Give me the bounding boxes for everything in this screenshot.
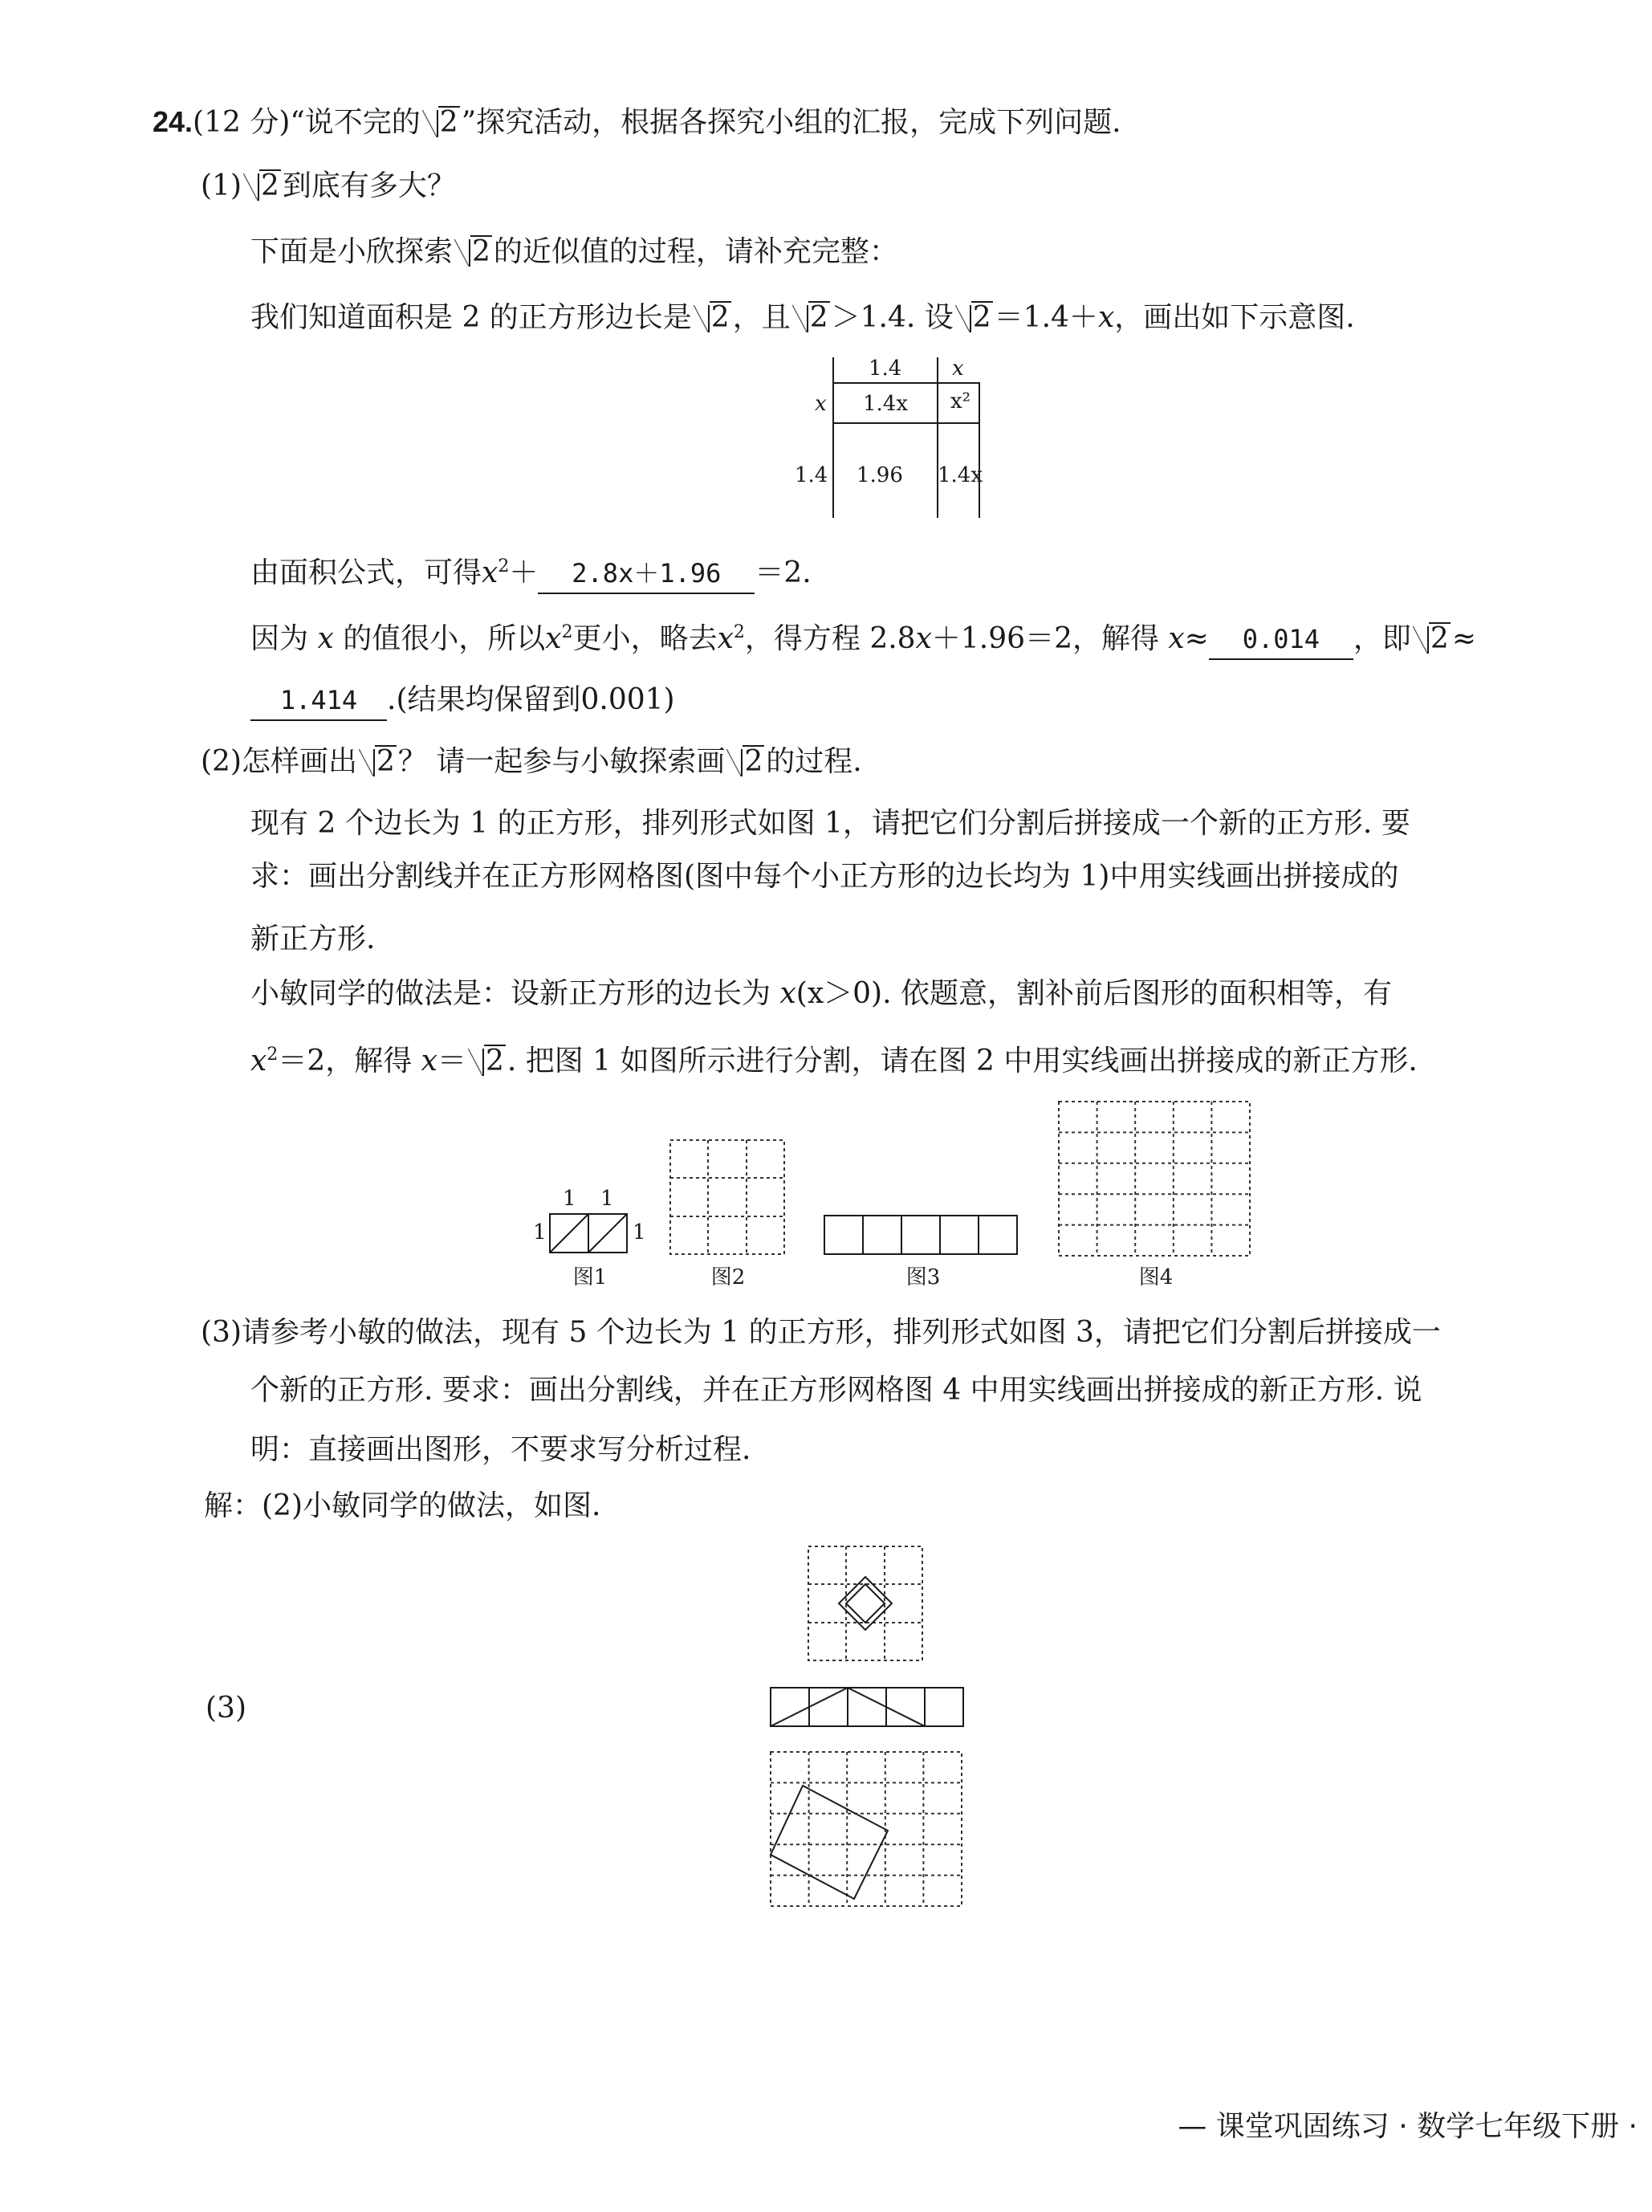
question-intro: (12 分)“说不完的: [193, 106, 421, 139]
sqrt-symbol: 2: [694, 299, 731, 337]
part2-paragraph-4: 小敏同学的做法是：设新正方形的边长为 x(x＞0). 依题意，割补前后图形的面积相等，有: [250, 977, 1392, 1010]
part2-paragraph-5: $x^2=2$，解得 x＝ 2 . 把图 1 如图所示进行分割，请在图 2 中用实线画出拼接成的新正方形.: [250, 1042, 1418, 1081]
solution-line-1: 解：(2)小敏同学的做法，如图.: [204, 1489, 601, 1522]
sqrt-symbol: 2: [422, 104, 460, 142]
answer-blank-1[interactable]: 2.8x＋1.96: [538, 554, 755, 594]
part1-line-a: 下面是小欣探索 2 的近似值的过程，请补充完整：: [250, 233, 898, 271]
answer-blank-3[interactable]: 1.414: [250, 681, 387, 721]
part3-paragraph-2: 个新的正方形. 要求：画出分割线，并在正方形网格图 4 中用实线画出拼接成的新正方形. 说: [250, 1374, 1422, 1407]
fig1-right-label: 1: [633, 1220, 646, 1245]
sqrt-symbol: 2: [1413, 620, 1451, 658]
figure-1-caption: 图1: [572, 1265, 608, 1289]
figure-2-caption: 图2: [710, 1265, 746, 1289]
sqrt-symbol: 2: [955, 299, 993, 337]
figure-4: [1057, 1100, 1251, 1257]
question-24-title: [153, 103, 1121, 142]
part2-paragraph-2: 求：画出分割线并在正方形网格图(图中每个小正方形的边长均为 1)中用实线画出拼接成的: [250, 860, 1399, 893]
part2-question: (2)怎样画出 2 ？ 请一起参与小敏探索画 2 的过程.: [201, 743, 862, 781]
diagram-cell-1-4x-right: 1.4x: [938, 463, 983, 487]
figure-3-caption: 图3: [905, 1265, 941, 1289]
figure-3: [823, 1214, 1019, 1256]
diagram-top-left-label: 1.4: [869, 356, 902, 381]
part1-question: (1) 2 到底有多大？: [201, 167, 456, 206]
solution-figure-3-grid: [769, 1750, 963, 1908]
part1-formula-line: 由面积公式，可得$x^2+ 2.8x+1.96 =2$.: [250, 554, 812, 594]
part3-paragraph-3: 明：直接画出图形，不要求写分析过程.: [250, 1433, 751, 1466]
question-number: 24.: [153, 105, 193, 138]
page-footer: — 课堂巩固练习 · 数学七年级下册 ·: [1178, 2110, 1638, 2143]
figure-2: [669, 1139, 786, 1256]
diagram-cell-x-squared: x²: [950, 389, 971, 413]
sqrt-symbol: 2: [359, 743, 397, 781]
fig1-top-label-2: 1: [600, 1187, 614, 1211]
part1-line-b: 我们知道面积是 2 的正方形边长是 2 ，且 2 ＞1.4. 设 2 ＝1.4＋x，画出如下示意图.: [250, 299, 1355, 337]
solution-figure-2: [807, 1545, 924, 1662]
part3-paragraph-1: (3)请参考小敏的做法，现有 5 个边长为 1 的正方形，排列形式如图 3，请把它们分割后拼接成一: [201, 1316, 1441, 1349]
part2-paragraph-3: 新正方形.: [250, 923, 376, 955]
fig1-top-label-1: 1: [563, 1187, 576, 1211]
sqrt-symbol: 2: [726, 743, 764, 781]
figure-1: [548, 1212, 629, 1261]
diagram-left-top-label: x: [815, 392, 827, 416]
diagram-cell-1-96: 1.96: [857, 463, 903, 487]
area-diagram: [803, 357, 1044, 518]
solution-label-3: (3): [205, 1692, 246, 1725]
part2-paragraph-1: 现有 2 个边长为 1 的正方形，排列形式如图 1，请把它们分割后拼接成一个新的正方形. 要: [250, 807, 1410, 840]
sqrt-symbol: 2: [454, 233, 492, 271]
sqrt-symbol: 2: [243, 167, 281, 206]
diagram-cell-1-4x-top: 1.4x: [863, 392, 909, 416]
sqrt-symbol: 2: [468, 1042, 506, 1081]
diagram-left-bottom-label: 1.4: [795, 463, 828, 487]
solution-figure-3-strip: [769, 1686, 965, 1728]
answer-blank-2[interactable]: 0.014: [1209, 620, 1353, 660]
diagram-top-right-label: x: [952, 356, 964, 381]
figure-4-caption: 图4: [1138, 1265, 1174, 1289]
question-intro-rest: ”探究活动，根据各探究小组的汇报，完成下列问题.: [461, 106, 1121, 139]
fig1-left-label: 1: [533, 1220, 547, 1245]
sqrt-symbol: 2: [792, 299, 830, 337]
part1-answer3-line: 1.414 .(结果均保留到0.001): [250, 681, 675, 721]
part1-because-line: 因为 x 的值很小，所以$x^2$更小，略去$x^2$，得方程 2.8x＋1.96＝2，解得 x≈ 0.014 ，即 2 ≈: [250, 620, 1476, 660]
